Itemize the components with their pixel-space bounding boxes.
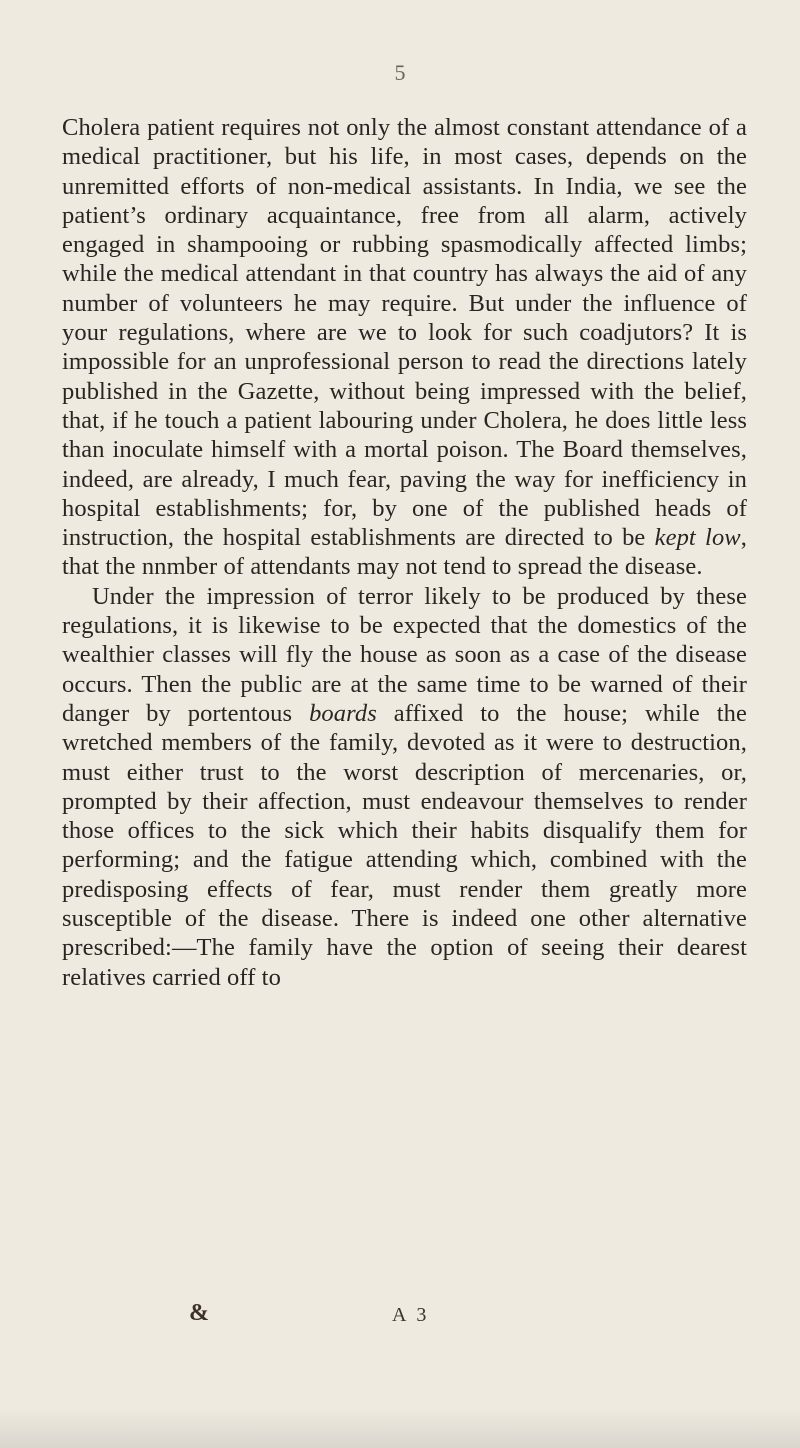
page-number: 5	[394, 60, 406, 85]
page-footer	[0, 1300, 800, 1330]
catchmark: &	[189, 1300, 209, 1326]
paragraph-2	[62, 582, 747, 992]
paragraph-2-text-end: affixed to the house; while the wretched members of the family, devoted as it were to destruction, must either trust to the worst description of mercenaries, or, prompted by their affection, must endeavour themselves to render those offices to the sick which their habits disqualify them for performing; and the fatigue attending which, combined with the predisposing effects of fear, must render them greatly more susceptible of the disease. There is indeed one other alternative prescribed:—The family have the option of seeing their dearest relatives carried off to	[62, 699, 747, 991]
signature-mark: A 3	[392, 1304, 430, 1326]
paragraph-2-text-start: Under the impression of terror likely to be produced by these regulations, it is likewise to be expected that the domestics of the wealthier classes will fly the house as soon as a case of the disease occurs. Then the public are at the same time to be warned of their danger by portentous	[62, 582, 747, 727]
paragraph-1	[62, 113, 747, 582]
paragraph-2-italic-word: boards	[309, 699, 377, 727]
paragraph-1-text-end: , that the nnmber of attendants may not tend to spread the disease.	[62, 524, 747, 581]
paragraph-1-text-start: Cholera patient requires not only the almost constant attendance of a medical practitioner, but his life, in most cases, depends on the unremitted efforts of non-medical assistants. In India, we see the patient’s ordinary acquaintance, free from all alarm, actively engaged in shampooing or rubbing spasmodically affected limbs; while the medical attendant in that country has always the aid of any number of volunteers he may require. But under the influence of your regulations, where are we to look for such coadjutors? It is impossible for an unprofessional person to read the directions lately published in the Gazette, without being impressed with the belief, that, if he touch a patient labouring under Cholera, he does little less than inoculate himself with a mortal poison. The Board themselves, indeed, are already, I much fear, paving the way for inefficiency in hospital establishments; for, by one of the published heads of instruction, the hospital establishments are directed to be	[62, 114, 747, 552]
paragraph-1-italic-phrase: kept low	[654, 524, 741, 552]
body-text	[62, 113, 747, 992]
page-edge-shadow	[0, 1408, 800, 1448]
